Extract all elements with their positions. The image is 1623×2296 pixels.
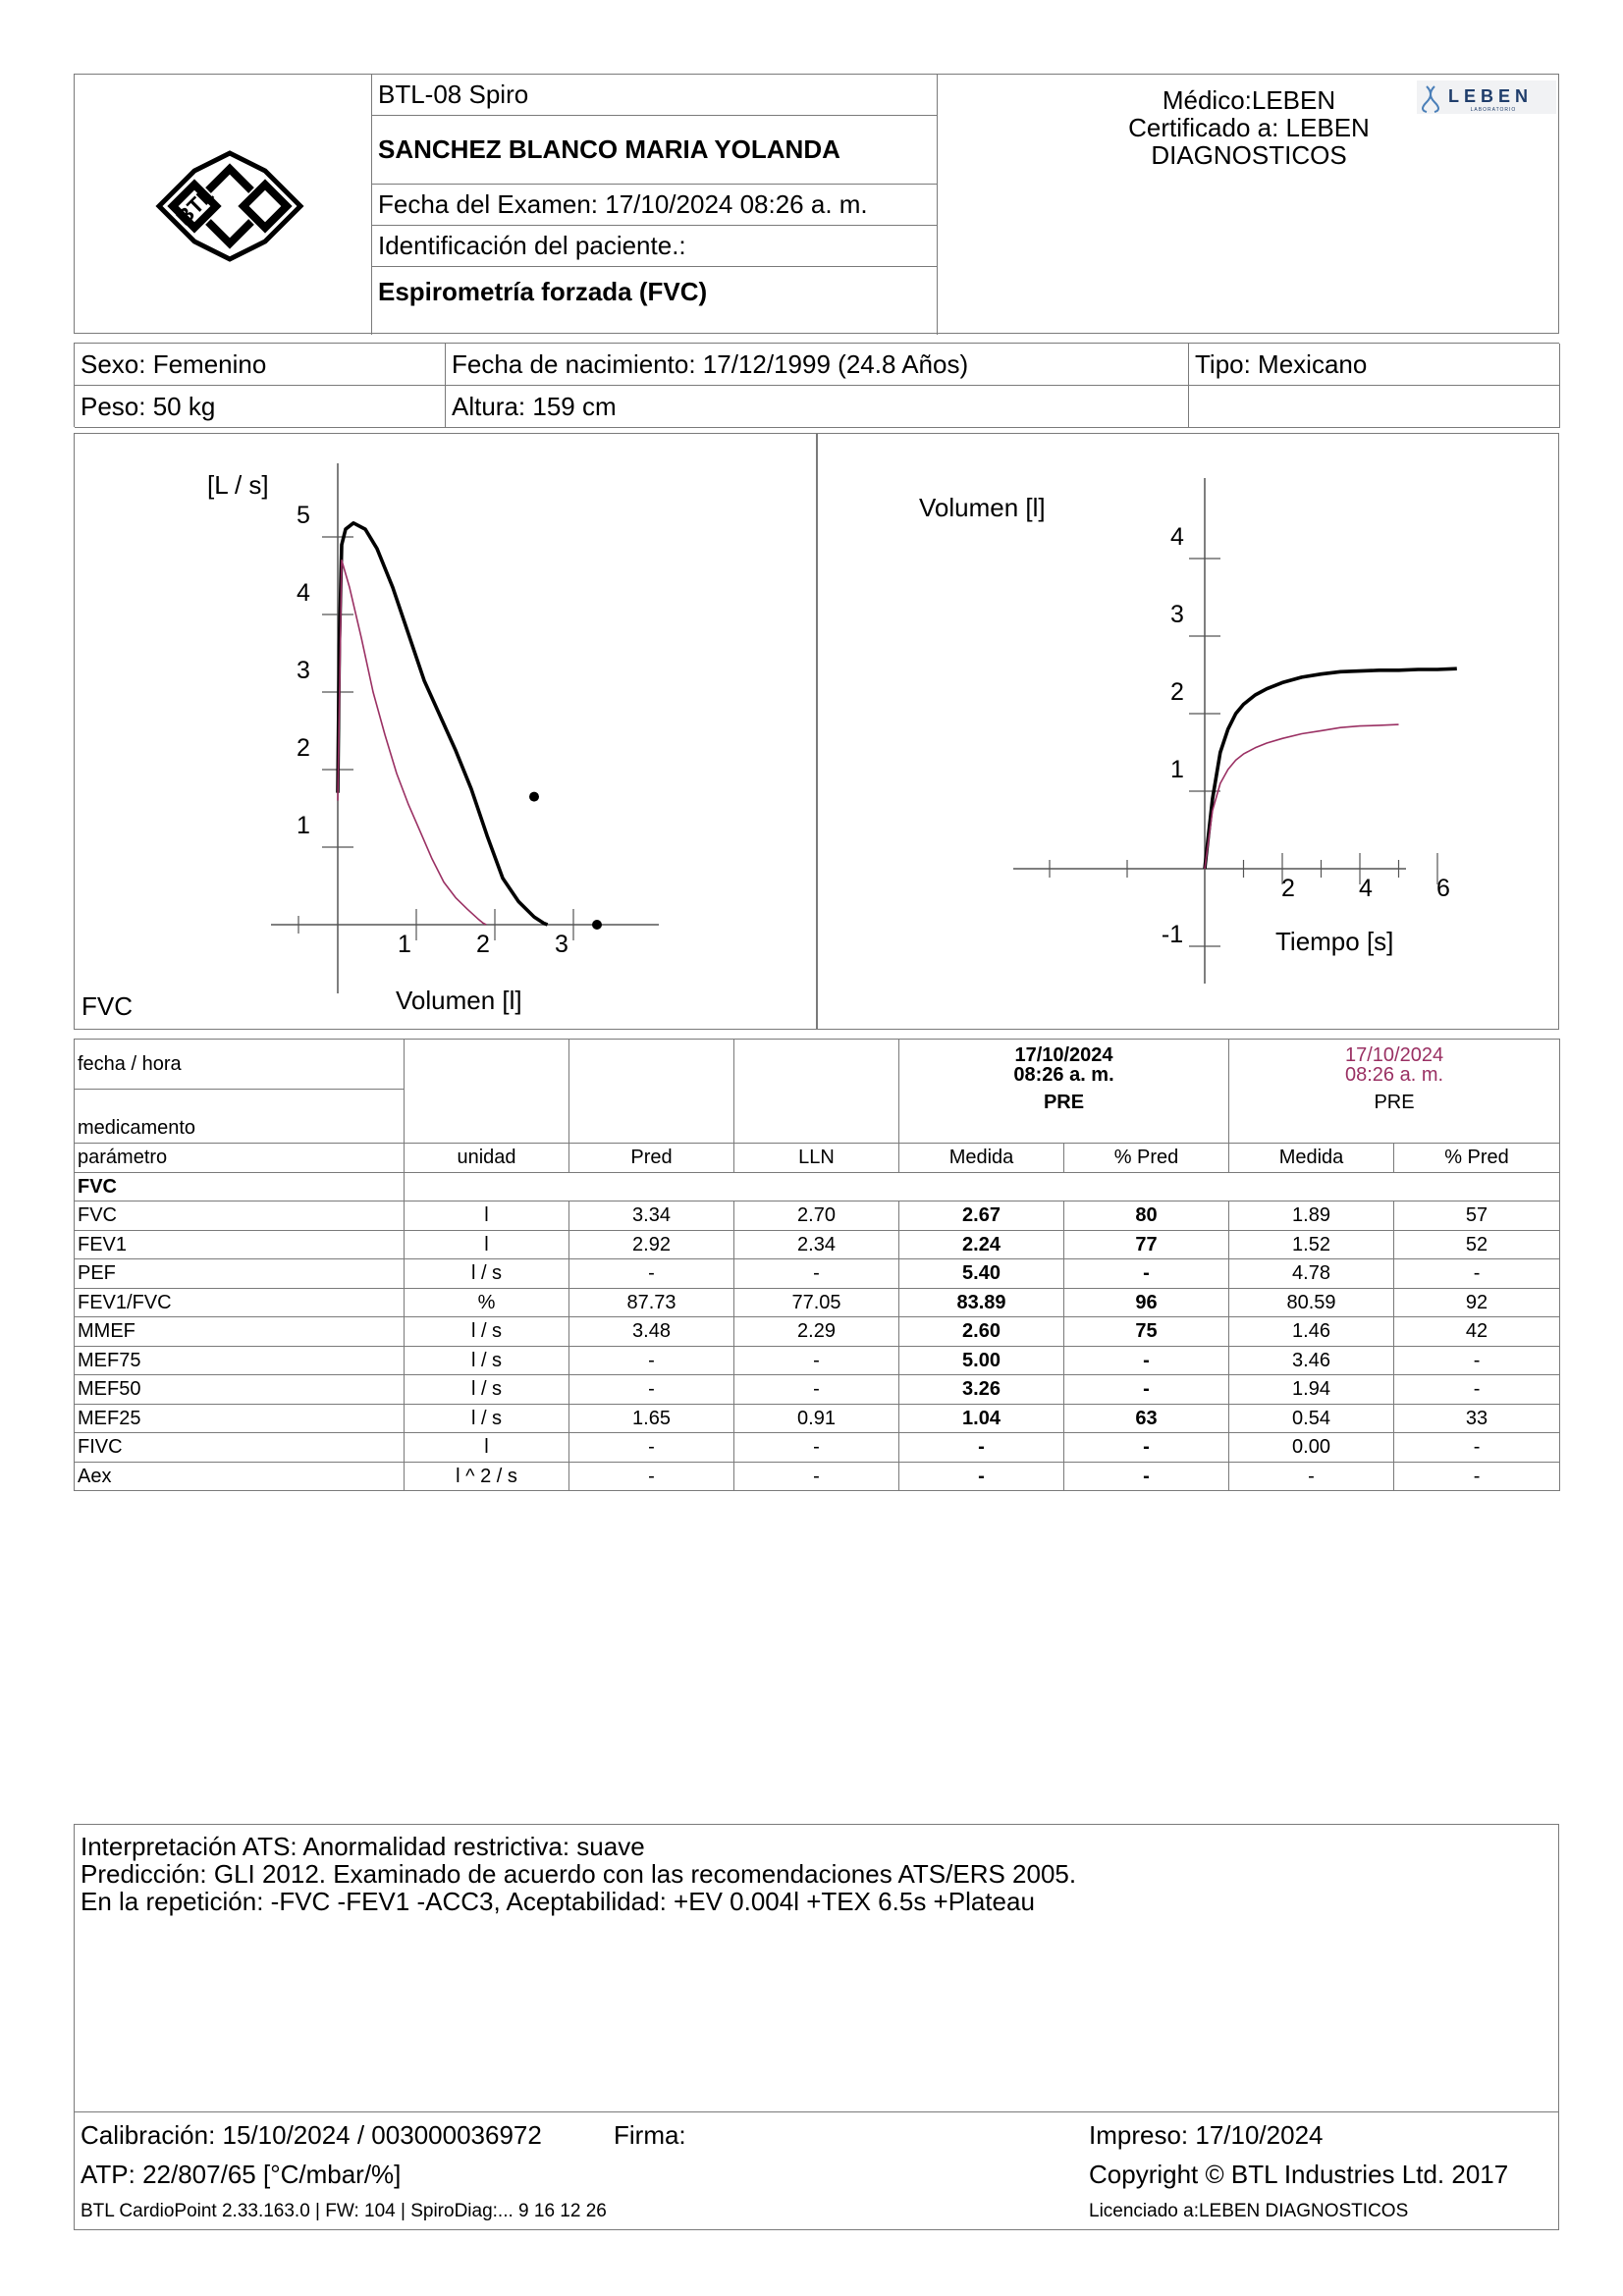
- y-tick-label: 2: [297, 734, 310, 762]
- table-cell: l: [405, 1433, 569, 1463]
- table-cell: 92: [1394, 1288, 1560, 1317]
- patient-name: SANCHEZ BLANCO MARIA YOLANDA: [372, 116, 937, 185]
- x-tick-label: 2: [476, 931, 490, 958]
- parameter-name: Aex: [75, 1462, 405, 1491]
- table-cell: -: [1064, 1346, 1229, 1375]
- parameter-name: MEF25: [75, 1404, 405, 1433]
- table-cell: -: [1394, 1346, 1560, 1375]
- table-cell: 77.05: [734, 1288, 899, 1317]
- column-header: LLN: [734, 1144, 899, 1173]
- test-type: Espirometría forzada (FVC): [378, 276, 708, 306]
- results-rows: [75, 1201, 1560, 1491]
- patient-sex: Sexo: Femenino: [75, 344, 446, 386]
- table-row: [75, 1433, 1560, 1463]
- table-cell: -: [1394, 1259, 1560, 1289]
- parameter-name: PEF: [75, 1259, 405, 1289]
- table-cell: -: [1229, 1462, 1394, 1491]
- table-cell: 2.60: [899, 1317, 1064, 1347]
- table-cell: -: [569, 1259, 734, 1289]
- logo-letter: BTL: [171, 183, 219, 231]
- btl-logo-icon: [75, 75, 372, 335]
- x-tick-label: 6: [1436, 875, 1450, 902]
- doctor-name: Médico:LEBEN: [1162, 85, 1336, 115]
- y-tick-label: 4: [297, 579, 310, 607]
- x-tick-label: 1: [398, 931, 411, 958]
- pre-session-header: [899, 1040, 1229, 1144]
- y-tick-label: 3: [297, 657, 310, 684]
- table-cell: l / s: [405, 1317, 569, 1347]
- x-tick-label: 2: [1281, 875, 1295, 902]
- table-cell: 3.46: [1229, 1346, 1394, 1375]
- doctor-cell: [938, 75, 1560, 335]
- table-row: [75, 1375, 1560, 1405]
- parameter-name: FEV1/FVC: [75, 1288, 405, 1317]
- medicamento-label: medicamento: [75, 1090, 405, 1144]
- leben-dna-icon: [1417, 80, 1556, 114]
- x-tick-label: 4: [1359, 875, 1373, 902]
- table-cell: 5.00: [899, 1346, 1064, 1375]
- volume-time-series: [1205, 668, 1457, 869]
- patient-id-cell: [372, 75, 938, 335]
- table-row: [75, 1288, 1560, 1317]
- table-cell: 80.59: [1229, 1288, 1394, 1317]
- charts-panel: [74, 433, 1559, 1030]
- interpretation-line-2: Predicción: GLI 2012. Examinado de acuerdo con las recomendaciones ATS/ERS 2005.: [81, 1859, 1077, 1889]
- certified-line-1: Certificado a: LEBEN: [1128, 113, 1370, 142]
- y-tick-label: 4: [1170, 523, 1184, 551]
- y-tick-label: 3: [1170, 601, 1184, 628]
- pre1-label: PRE: [1043, 1092, 1085, 1113]
- atp-text: ATP: 22/807/65 [°C/mbar/%]: [81, 2160, 402, 2189]
- parameter-name: MEF75: [75, 1346, 405, 1375]
- volume-time-ylabel: Volumen [l]: [919, 493, 1046, 522]
- table-row: [75, 1346, 1560, 1375]
- table-cell: -: [1394, 1433, 1560, 1463]
- column-header: parámetro: [75, 1144, 405, 1173]
- section-label: FVC: [75, 1172, 405, 1201]
- table-cell: 87.73: [569, 1288, 734, 1317]
- table-cell: -: [1064, 1259, 1229, 1289]
- table-cell: 75: [1064, 1317, 1229, 1347]
- table-cell: l / s: [405, 1404, 569, 1433]
- column-header: unidad: [405, 1144, 569, 1173]
- table-cell: -: [899, 1462, 1064, 1491]
- fecha-label: fecha / hora: [75, 1040, 405, 1090]
- column-header: Pred: [569, 1144, 734, 1173]
- parameter-name: FEV1: [75, 1230, 405, 1259]
- table-row: [75, 1201, 1560, 1231]
- parameter-name: MEF50: [75, 1375, 405, 1405]
- pre2-label: PRE: [1374, 1092, 1415, 1113]
- table-cell: -: [734, 1346, 899, 1375]
- table-cell: -: [569, 1346, 734, 1375]
- secondary-curve: [338, 561, 486, 925]
- patient-birth: Fecha de nacimiento: 17/12/1999 (24.8 Años): [446, 344, 1189, 386]
- patient-info: [74, 343, 1559, 427]
- pre2-session-header: [1229, 1040, 1560, 1144]
- table-cell: 3.34: [569, 1201, 734, 1231]
- table-cell: 77: [1064, 1230, 1229, 1259]
- table-row: [75, 1230, 1560, 1259]
- y-tick-label: -1: [1161, 921, 1184, 948]
- table-cell: 3.48: [569, 1317, 734, 1347]
- y-tick-label: 5: [297, 502, 310, 529]
- table-cell: 63: [1064, 1404, 1229, 1433]
- section-row: [75, 1172, 1560, 1201]
- table-cell: -: [1394, 1462, 1560, 1491]
- pre1-time: 08:26 a. m.: [1013, 1064, 1114, 1086]
- table-cell: 5.40: [899, 1259, 1064, 1289]
- table-cell: 1.65: [569, 1404, 734, 1433]
- interpretation-box: [74, 1824, 1559, 2112]
- column-header-row: [75, 1144, 1560, 1173]
- table-cell: -: [1064, 1462, 1229, 1491]
- main-curve: [338, 523, 548, 925]
- patient-empty-cell: [1189, 386, 1560, 428]
- table-cell: 2.34: [734, 1230, 899, 1259]
- table-cell: -: [569, 1375, 734, 1405]
- volume-time-xlabel: Tiempo [s]: [1275, 927, 1394, 956]
- table-cell: 52: [1394, 1230, 1560, 1259]
- table-cell: 3.26: [899, 1375, 1064, 1405]
- table-cell: l: [405, 1201, 569, 1231]
- license-text: Licenciado a:LEBEN DIAGNOSTICOS: [1089, 2201, 1409, 2221]
- y-tick-label: 1: [297, 812, 310, 839]
- device-name: BTL-08 Spiro: [372, 75, 937, 116]
- column-header: % Pred: [1064, 1144, 1229, 1173]
- table-cell: 2.70: [734, 1201, 899, 1231]
- patient-identification: Identificación del paciente.:: [372, 226, 937, 267]
- signature-label: Firma:: [614, 2120, 686, 2150]
- column-header: Medida: [899, 1144, 1064, 1173]
- y-tick-label: 2: [1170, 678, 1184, 706]
- certified-line-2: DIAGNOSTICOS: [1151, 140, 1347, 170]
- table-cell: -: [734, 1433, 899, 1463]
- table-cell: 0.54: [1229, 1404, 1394, 1433]
- volume-time-ticks: [1050, 523, 1450, 948]
- x-tick-label: 3: [555, 931, 568, 958]
- interpretation-line-3: En la repetición: -FVC -FEV1 -ACC3, Aceptabilidad: +EV 0.004l +TEX 6.5s +Plateau: [81, 1887, 1035, 1916]
- curve-marker: [529, 792, 539, 802]
- table-cell: 1.46: [1229, 1317, 1394, 1347]
- pre1-date: 17/10/2024: [1014, 1044, 1113, 1066]
- flow-volume-ylabel: [L / s]: [207, 470, 269, 500]
- table-cell: l: [405, 1230, 569, 1259]
- table-cell: %: [405, 1288, 569, 1317]
- table-cell: l ^ 2 / s: [405, 1462, 569, 1491]
- flow-volume-xlabel: Volumen [l]: [396, 986, 522, 1015]
- table-row: [75, 1462, 1560, 1491]
- exam-date: Fecha del Examen: 17/10/2024 08:26 a. m.: [372, 185, 937, 226]
- table-cell: 2.92: [569, 1230, 734, 1259]
- volume-time-axes: [1013, 478, 1406, 984]
- column-header: % Pred: [1394, 1144, 1560, 1173]
- parameter-name: MMEF: [75, 1317, 405, 1347]
- brand-logo-cell: [75, 75, 372, 335]
- table-cell: 1.89: [1229, 1201, 1394, 1231]
- leben-logo-subtext: LABORATORIO: [1470, 107, 1517, 113]
- patient-weight: Peso: 50 kg: [75, 386, 446, 428]
- table-cell: -: [569, 1462, 734, 1491]
- table-cell: -: [899, 1433, 1064, 1463]
- table-cell: -: [1064, 1375, 1229, 1405]
- table-row: [75, 1404, 1560, 1433]
- curve-marker: [592, 920, 602, 930]
- pre2-date: 17/10/2024: [1344, 1044, 1444, 1066]
- results-table: [74, 1039, 1559, 1491]
- calibration-text: Calibración: 15/10/2024 / 003000036972: [81, 2120, 542, 2150]
- table-cell: 80: [1064, 1201, 1229, 1231]
- printed-date: Impreso: 17/10/2024: [1089, 2120, 1324, 2150]
- table-cell: l / s: [405, 1346, 569, 1375]
- report-header: [74, 74, 1559, 334]
- table-cell: -: [569, 1433, 734, 1463]
- table-cell: 1.04: [899, 1404, 1064, 1433]
- table-cell: 83.89: [899, 1288, 1064, 1317]
- table-row: [75, 1317, 1560, 1347]
- main-curve: [1205, 668, 1457, 869]
- table-cell: 0.91: [734, 1404, 899, 1433]
- table-cell: -: [734, 1462, 899, 1491]
- table-cell: 1.52: [1229, 1230, 1394, 1259]
- software-version: BTL CardioPoint 2.33.163.0 | FW: 104 | SpiroDiag:... 9 16 12 26: [81, 2201, 607, 2221]
- table-cell: -: [734, 1259, 899, 1289]
- table-cell: 2.29: [734, 1317, 899, 1347]
- flow-volume-axes: [271, 463, 659, 993]
- fvc-corner-label: FVC: [81, 991, 133, 1021]
- patient-type: Tipo: Mexicano: [1189, 344, 1560, 386]
- flow-volume-series: [338, 523, 602, 930]
- table-cell: -: [734, 1375, 899, 1405]
- volume-time-chart: [817, 434, 1558, 1029]
- table-cell: 57: [1394, 1201, 1560, 1231]
- table-cell: 0.00: [1229, 1433, 1394, 1463]
- table-cell: 96: [1064, 1288, 1229, 1317]
- y-tick-label: 1: [1170, 756, 1184, 783]
- table-cell: -: [1394, 1375, 1560, 1405]
- table-cell: l / s: [405, 1259, 569, 1289]
- table-cell: -: [1064, 1433, 1229, 1463]
- interpretation-line-1: Interpretación ATS: Anormalidad restrictiva: suave: [81, 1832, 645, 1861]
- table-cell: 2.67: [899, 1201, 1064, 1231]
- leben-logo-text: LEBEN: [1448, 86, 1534, 106]
- parameter-name: FIVC: [75, 1433, 405, 1463]
- report-footer: [74, 2112, 1559, 2230]
- table-cell: 1.94: [1229, 1375, 1394, 1405]
- column-header: Medida: [1229, 1144, 1394, 1173]
- table-cell: 4.78: [1229, 1259, 1394, 1289]
- table-cell: 42: [1394, 1317, 1560, 1347]
- patient-height: Altura: 159 cm: [446, 386, 1189, 428]
- leben-logo: [1417, 80, 1556, 114]
- copyright-text: Copyright © BTL Industries Ltd. 2017: [1089, 2160, 1509, 2189]
- pre2-time: 08:26 a. m.: [1344, 1064, 1444, 1086]
- flow-volume-chart: [75, 434, 816, 1029]
- table-row: [75, 1259, 1560, 1289]
- parameter-name: FVC: [75, 1201, 405, 1231]
- secondary-curve: [1205, 724, 1399, 869]
- table-cell: 2.24: [899, 1230, 1064, 1259]
- table-cell: l / s: [405, 1375, 569, 1405]
- table-cell: 33: [1394, 1404, 1560, 1433]
